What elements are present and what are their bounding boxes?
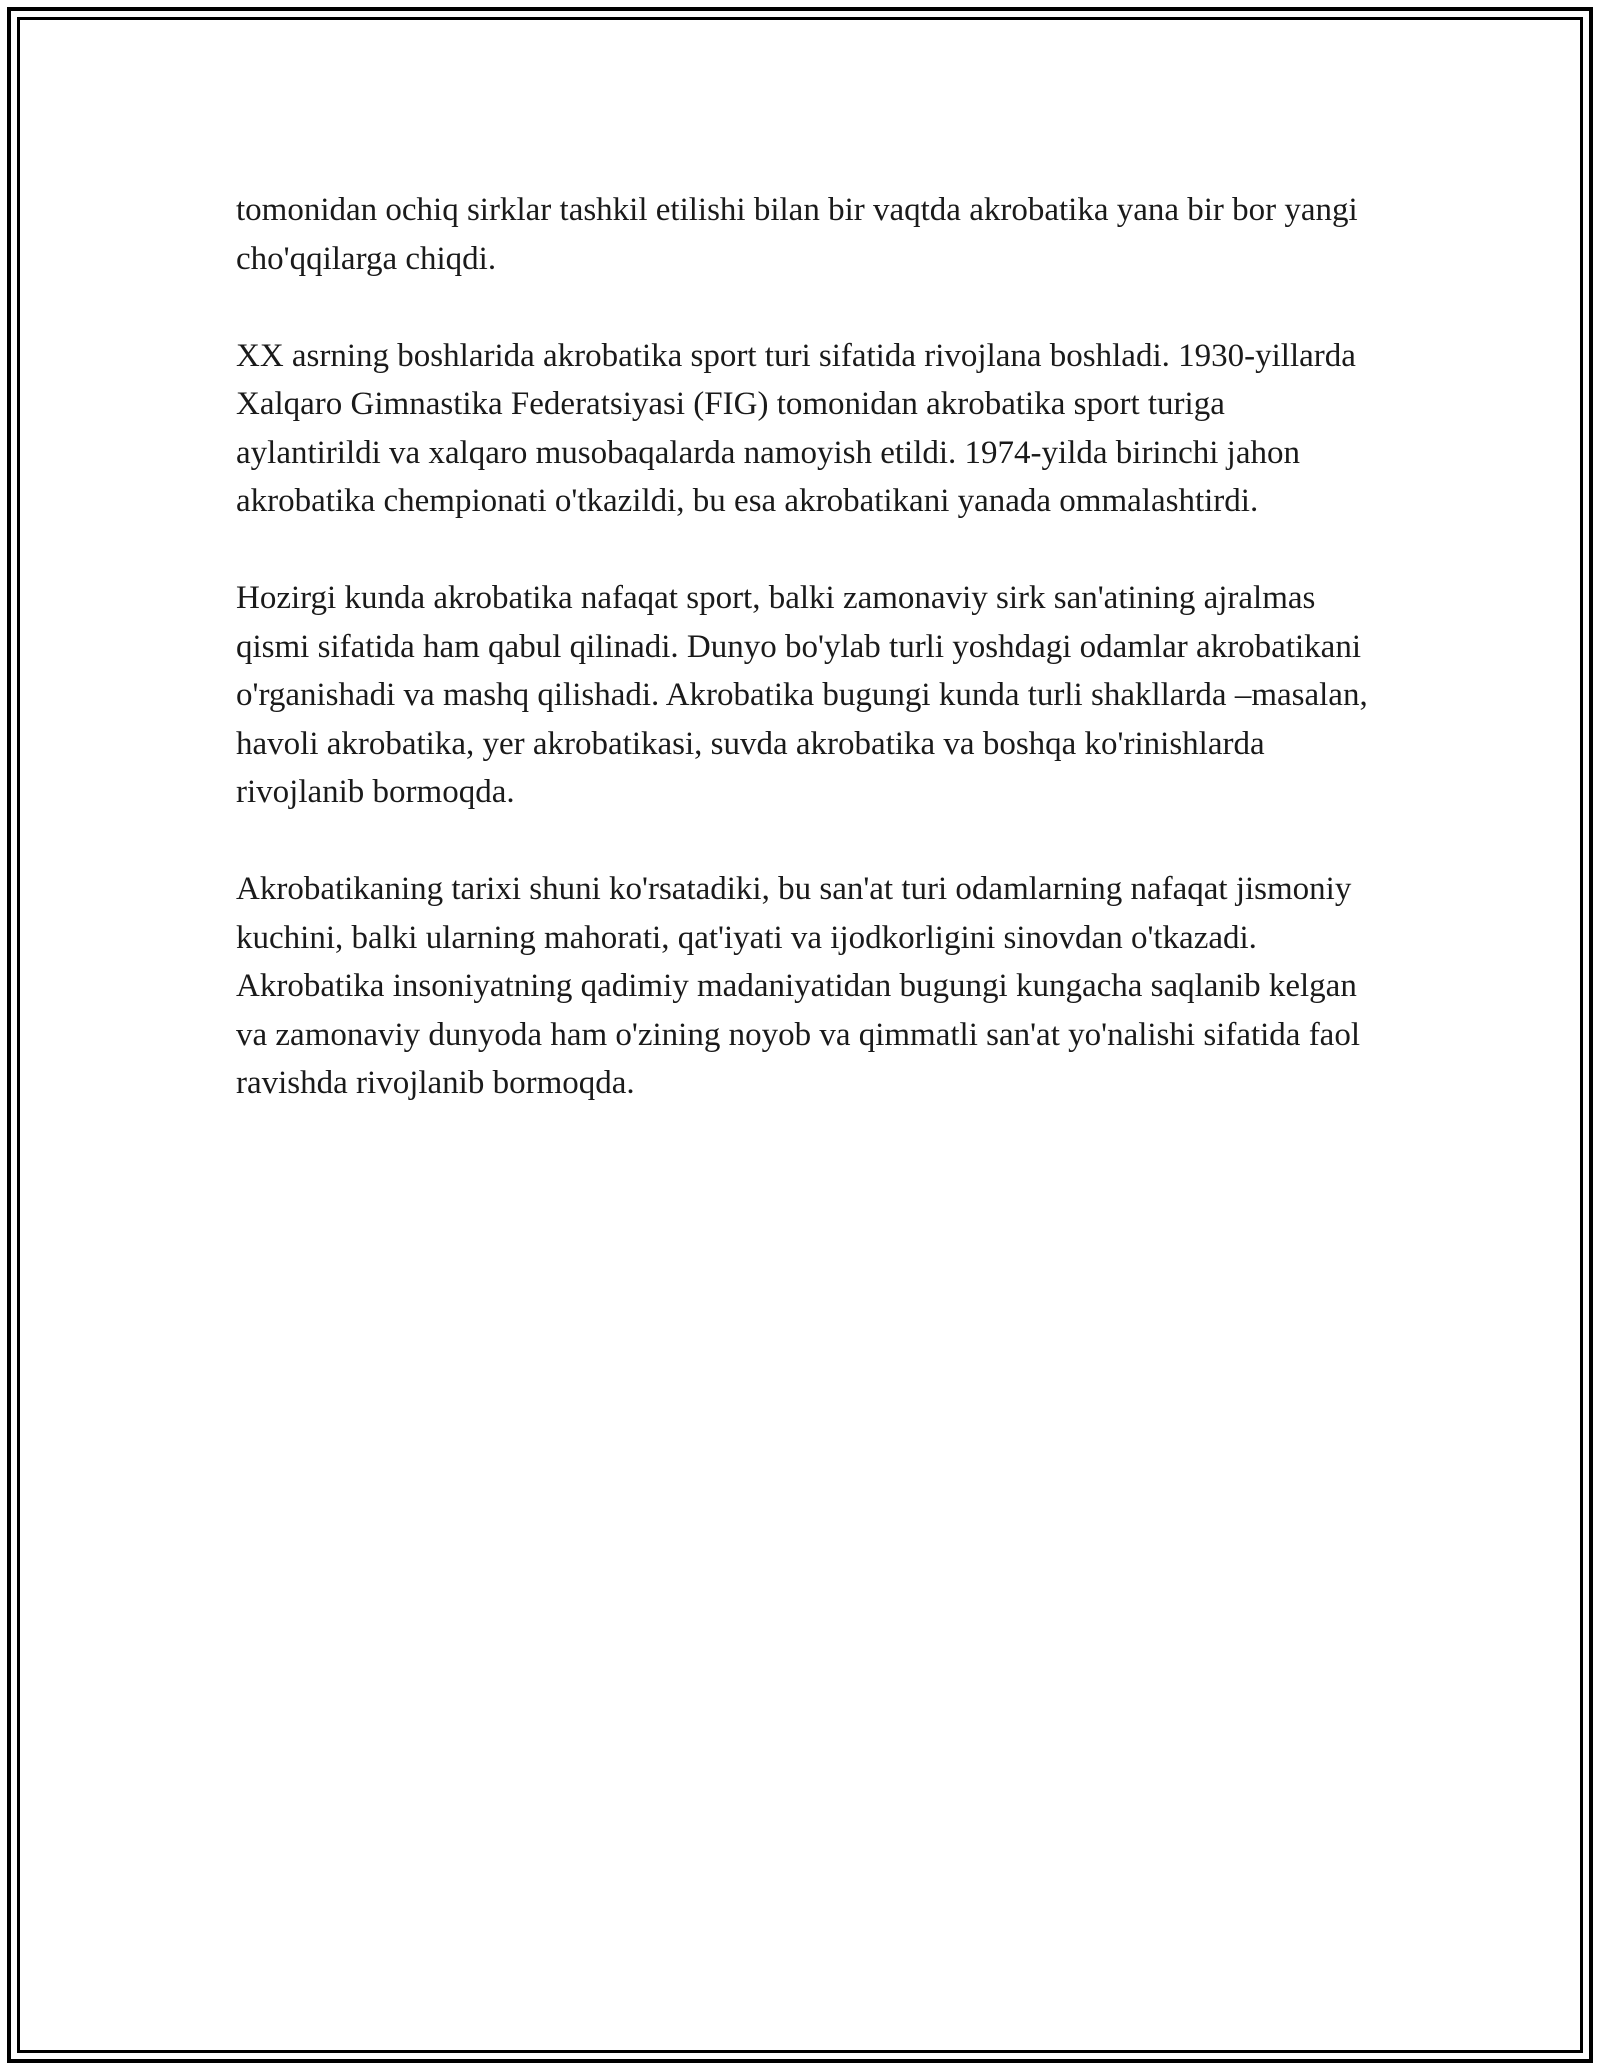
paragraph-3: Hozirgi kunda akrobatika nafaqat sport, balki zamonaviy sirk san'atining ajralmas qismi sifatida ham qabul qilinadi. Dunyo bo'ylab turli yoshdagi odamlar akrobatikani o'rganishadi va mashq qilishadi. Akrobatika bugungi kunda turli shakllarda –masalan, havoli akrobatika, yer akrobatikasi, suvda akrobatika va boshqa ko'rinishlarda rivojlanib bormoqda. xyxy=(236,580,1368,810)
paragraph-4: Akrobatikaning tarixi shuni ko'rsatadiki, bu san'at turi odamlarning nafaqat jismoniy kuchini, balki ularning mahorati, qat'iyati va ijodkorligini sinovdan o'tkazadi. Akrobatika insoniyatning qadimiy madaniyatidan bugungi kungacha saqlanib kelgan va zamonaviy dunyoda ham o'zining noyob va qimmatli san'at yo'nalishi sifatida faol ravishda rivojlanib bormoqda. xyxy=(236,871,1360,1101)
paragraph-2: XX asrning boshlarida akrobatika sport turi sifatida rivojlana boshladi. 1930-yillarda Xalqaro Gimnastika Federatsiyasi (FIG) tomonidan akrobatika sport turiga aylantirildi va xalqaro musobaqalarda namoyish etildi. 1974-yilda birinchi jahon akrobatika chempionati o'tkazildi, bu esa akrobatikani yanada ommalashtirdi. xyxy=(236,337,1356,519)
paragraph-1: tomonidan ochiq sirklar tashkil etilishi bilan bir vaqtda akrobatika yana bir bor yangi cho'qqilarga chiqdi. xyxy=(236,192,1358,277)
document-body xyxy=(236,186,1376,1156)
